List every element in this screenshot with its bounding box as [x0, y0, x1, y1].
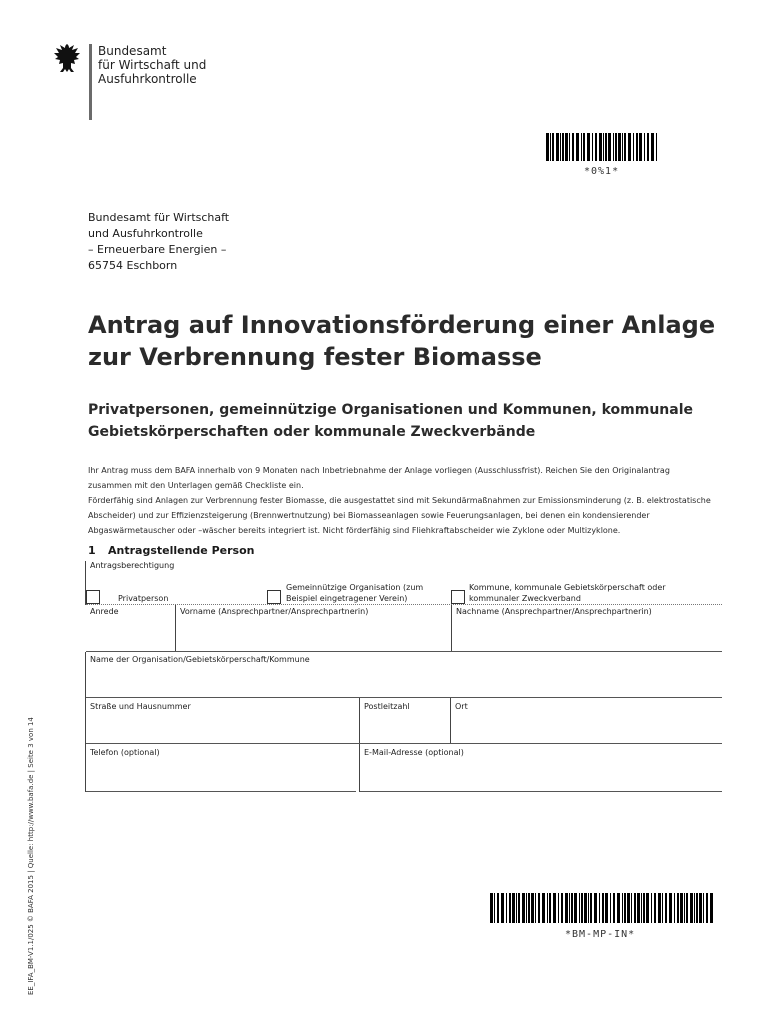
- vorname-label: Vorname (Ansprechpartner/Ansprechpartnerin): [180, 607, 369, 616]
- barcode-bottom: [490, 893, 716, 923]
- anrede-label: Anrede: [90, 607, 119, 616]
- field-divider: [450, 698, 451, 744]
- field-divider: [359, 744, 360, 792]
- address-field-row[interactable]: [86, 743, 722, 744]
- intro-line-5: Abgaswärmetauscher oder –wäscher bereits integriert ist. Nicht förderfähig sind Fliehkraftabscheider wie Zyklone oder Multizyklone.: [88, 526, 621, 535]
- option-organisation-label-line-1: Gemeinnützige Organisation (zum: [286, 583, 424, 592]
- address-line-2: und Ausfuhrkontrolle: [88, 227, 203, 240]
- side-reference-text: EE_IFA_BM-V1.1/025 © BAFA 2015 | Quelle: http://www.bafa.de | Seite 3 von 14: [27, 717, 35, 995]
- address-line-3: – Erneuerbare Energien –: [88, 243, 227, 256]
- address-line-4: 65754 Eschborn: [88, 259, 178, 272]
- section-title: Antragstellende Person: [108, 544, 255, 557]
- organisation-field[interactable]: [86, 697, 722, 698]
- plz-label: Postleitzahl: [364, 702, 410, 711]
- nachname-label: Nachname (Ansprechpartner/Ansprechpartnerin): [456, 607, 652, 616]
- telefon-field[interactable]: [86, 791, 356, 792]
- barcode-bottom-text: *BM-MP-IN*: [565, 929, 636, 940]
- brand-name-line-3: Ausfuhrkontrolle: [98, 72, 197, 86]
- barcode-top: [546, 133, 660, 161]
- section-number: 1: [88, 544, 96, 557]
- intro-line-4: Abscheider) und zur Effizienzsteigerung (Brennwertnutzung) bei Biomasseanlagen sowie Feuerungsanlagen, bei denen ein kondensierender: [88, 511, 650, 520]
- address-line-1: Bundesamt für Wirtschaft: [88, 211, 230, 224]
- intro-line-3: Förderfähig sind Anlagen zur Verbrennung fester Biomasse, die ausgestattet sind mit Sekundärmaßnahmen zur Emissionsminderung (z. B. elektrostatische: [88, 496, 711, 505]
- document-subtitle: Privatpersonen, gemeinnützige Organisationen und Kommunen, kommunale Gebietskörperschaften oder kommunale Zweckverbände: [88, 402, 694, 440]
- checkbox-privatperson[interactable]: [86, 590, 100, 604]
- eligibility-label: Antragsberechtigung: [90, 561, 175, 570]
- email-field[interactable]: [360, 791, 722, 792]
- intro-line-1: Ihr Antrag muss dem BAFA innerhalb von 9 Monaten nach Inbetriebnahme der Anlage vorliegen (Ausschlussfrist). Reichen Sie den Originalantrag: [88, 466, 670, 475]
- option-kommune-label-line-2: kommunaler Zweckverband: [469, 594, 581, 603]
- option-privatperson-label: Privatperson: [118, 594, 169, 603]
- barcode-top-text: *0%1*: [584, 166, 620, 177]
- brand-name-line-2: für Wirtschaft und: [98, 58, 207, 72]
- form-left-border: [85, 744, 86, 792]
- anrede-field[interactable]: [86, 651, 722, 652]
- form-left-border: [85, 698, 86, 744]
- field-divider: [175, 605, 176, 652]
- organisation-label: Name der Organisation/Gebietskörperschaft/Kommune: [90, 655, 310, 664]
- ort-label: Ort: [455, 702, 468, 711]
- document-title: Antrag auf Innovationsförderung einer Anlage zur Verbrennung fester Biomasse: [88, 311, 716, 371]
- strasse-label: Straße und Hausnummer: [90, 702, 191, 711]
- intro-line-2: zusammen mit den Unterlagen gemäß Checkliste ein.: [88, 481, 304, 490]
- checkbox-gemeinnuetzige-organisation[interactable]: [267, 590, 281, 604]
- email-label: E-Mail-Adresse (optional): [364, 748, 464, 757]
- federal-eagle-icon: [50, 42, 82, 76]
- brand-divider: [89, 44, 92, 120]
- field-divider: [451, 605, 452, 652]
- form-left-border: [85, 652, 86, 698]
- brand-name-line-1: Bundesamt: [98, 44, 167, 58]
- telefon-label: Telefon (optional): [90, 748, 160, 757]
- field-divider: [359, 698, 360, 744]
- option-organisation-label-line-2: Beispiel eingetragener Verein): [286, 594, 408, 603]
- divider: [86, 604, 722, 605]
- option-kommune-label-line-1: Kommune, kommunale Gebietskörperschaft oder: [469, 583, 666, 592]
- checkbox-kommune[interactable]: [451, 590, 465, 604]
